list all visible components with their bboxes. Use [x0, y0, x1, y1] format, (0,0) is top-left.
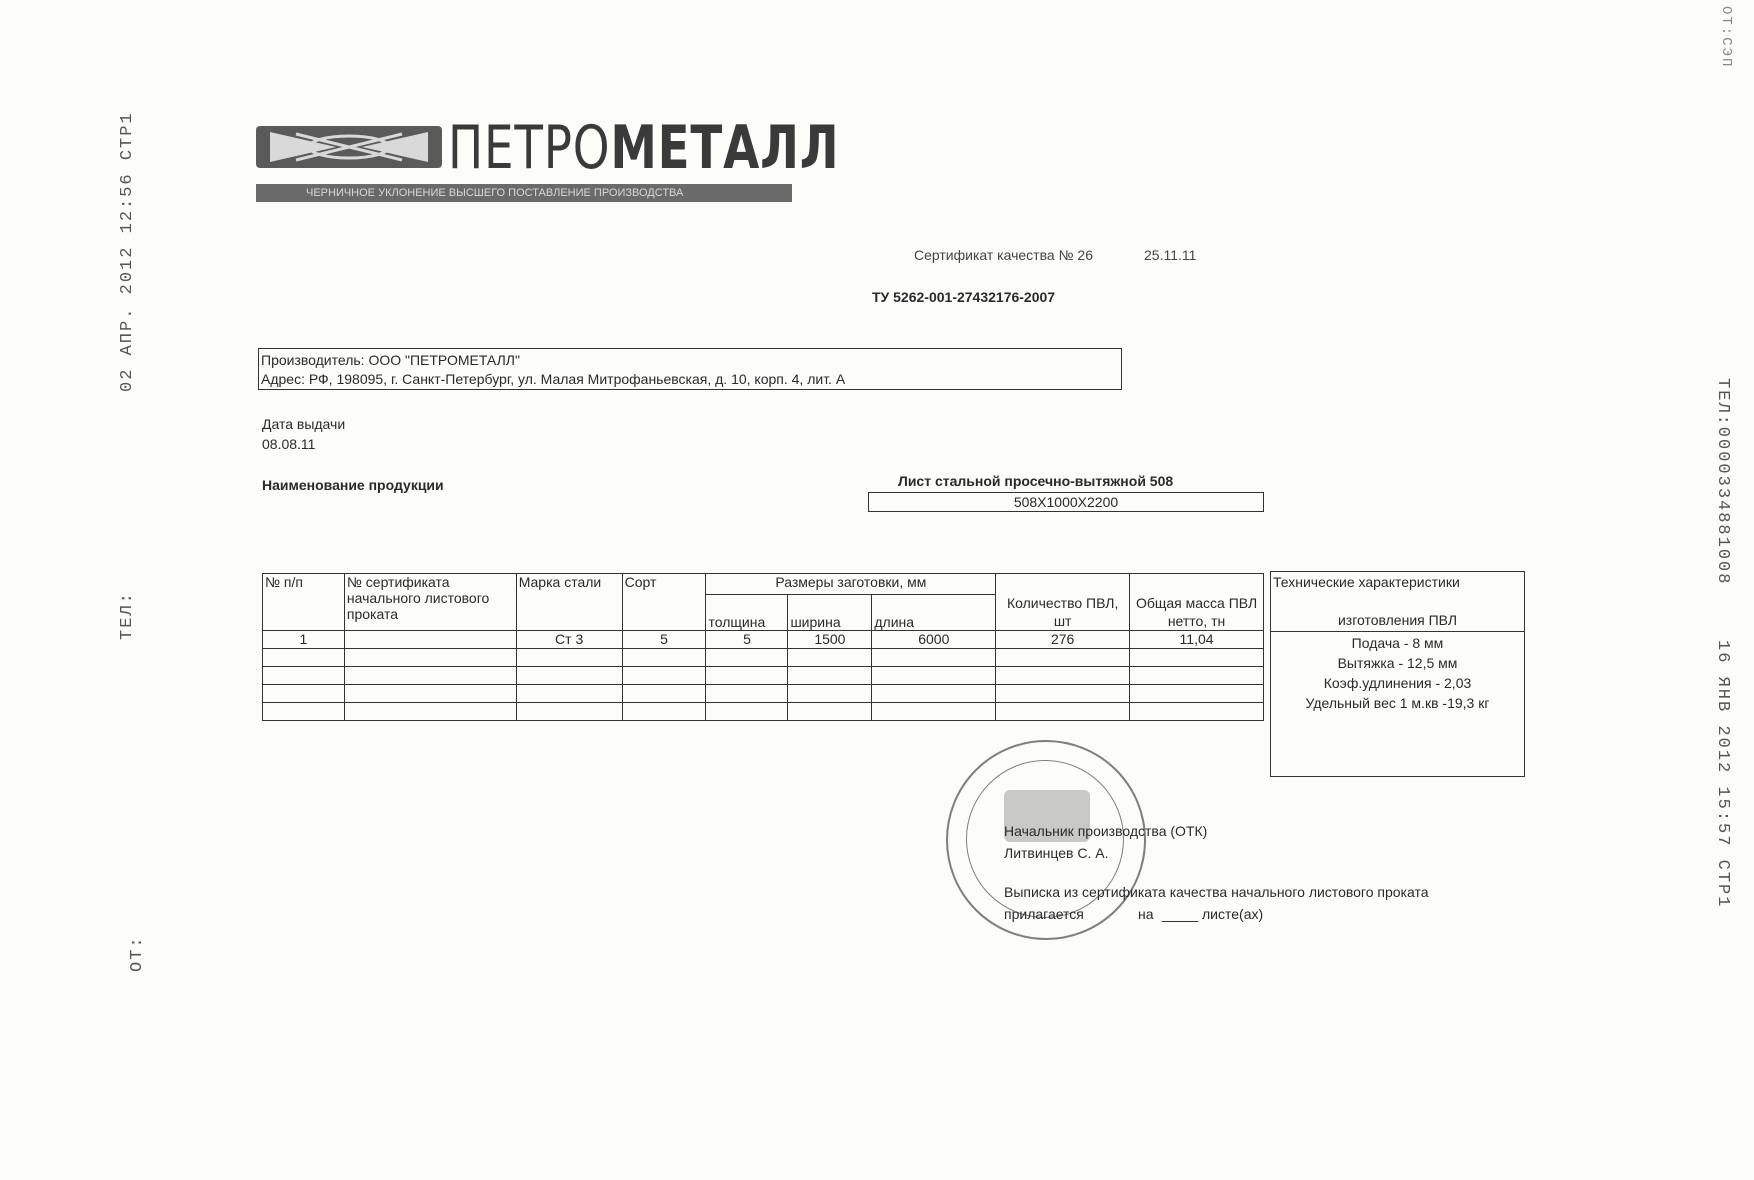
tech-elongation: Коэф.удлинения - 2,03	[1323, 675, 1472, 691]
product-label: Наименование продукции	[262, 477, 444, 493]
cell-num: 1	[263, 631, 345, 649]
product-size: 508X1000X2200	[868, 492, 1264, 512]
tech-header-line1: Технические характеристики	[1273, 574, 1460, 590]
cell-thickness: 5	[706, 631, 788, 649]
logo-tagline: ЧЕРНИЧНОЕ УКЛОНЕНИЕ ВЫСШЕГО ПОСТАВЛЕНИЕ ПРОИЗВОДСТВА	[256, 184, 792, 202]
fax-left-from: ОТ:	[128, 935, 147, 972]
signature-attach: прилагается	[1004, 906, 1084, 922]
cell-steel: Ст 3	[516, 631, 622, 649]
header-dims: Размеры заготовки, мм	[706, 574, 996, 595]
issue-date-label: Дата выдачи	[262, 416, 346, 432]
fax-left-tel: ТЕЛ:	[118, 591, 137, 640]
header-cert: № сертификата начального листового проката	[344, 574, 516, 631]
producer-name: Производитель: ООО "ПЕТРОМЕТАЛЛ"	[261, 352, 520, 368]
certificate-date: 25.11.11	[1144, 247, 1197, 263]
cell-length: 6000	[872, 631, 996, 649]
signature-name: Литвинцев С. А.	[1004, 845, 1109, 861]
issue-date-value: 08.08.11	[262, 436, 316, 452]
certificate-title: Сертификат качества № 26	[914, 247, 1093, 263]
header-steel: Марка стали	[516, 574, 622, 631]
cell-cert	[344, 631, 516, 649]
header-width: ширина	[788, 595, 872, 631]
cell-mass: 11,04	[1130, 631, 1264, 649]
signature-position: Начальник производства (ОТК)	[1004, 823, 1208, 839]
header-sort: Сорт	[622, 574, 706, 631]
company-logo-wordmark	[448, 113, 840, 183]
cell-sort: 5	[622, 631, 706, 649]
fax-right-from: ОТ:СЭП	[1718, 6, 1734, 69]
table-row-empty	[263, 649, 1264, 667]
certificate-tu: ТУ 5262-001-27432176-2007	[872, 289, 1056, 305]
tech-feed: Подача - 8 мм	[1351, 635, 1444, 651]
producer-box	[258, 348, 1122, 390]
table-row-empty	[263, 667, 1264, 685]
header-length: длина	[872, 595, 996, 631]
fax-left-header: 02 АПР. 2012 12:56 СТР1	[118, 111, 137, 392]
signature-sheets: листе(ах)	[1202, 906, 1264, 922]
tech-header-line2: изготовления ПВЛ	[1337, 612, 1458, 628]
producer-address: Адрес: РФ, 198095, г. Санкт-Петербург, ул. Малая Митрофаньевская, д. 10, корп. 4, лит. А	[261, 371, 846, 387]
product-name: Лист стальной просечно-вытяжной 508	[898, 473, 1174, 489]
header-mass: Общая масса ПВЛ нетто, тн	[1130, 574, 1264, 631]
logo-name-bold: МЕТАЛЛ	[610, 113, 840, 183]
header-qty: Количество ПВЛ, шт	[996, 574, 1130, 631]
cell-width: 1500	[788, 631, 872, 649]
signature-on: на	[1138, 906, 1154, 922]
sheets-blank	[1162, 921, 1198, 922]
fax-right-date: 16 ЯНВ 2012 15:57 СТР1	[1713, 640, 1732, 909]
header-thickness: толщина	[706, 595, 788, 631]
cell-qty: 276	[996, 631, 1130, 649]
company-logo-emblem	[256, 122, 442, 172]
header-num: № п/п	[263, 574, 345, 631]
signature-extract: Выписка из сертификата качества начального листового проката	[1004, 884, 1429, 900]
tech-characteristics-box	[1270, 571, 1525, 777]
fax-right-header: ТЕЛ:0000334881008	[1713, 378, 1732, 586]
table-row-empty	[263, 685, 1264, 703]
table-row-empty	[263, 703, 1264, 721]
certificate-table	[262, 573, 1264, 721]
tech-specific-weight: Удельный вес 1 м.кв -19,3 кг	[1305, 695, 1490, 711]
tech-draw: Вытяжка - 12,5 мм	[1337, 655, 1458, 671]
logo-name-thin: ПЕТРО	[448, 113, 611, 183]
